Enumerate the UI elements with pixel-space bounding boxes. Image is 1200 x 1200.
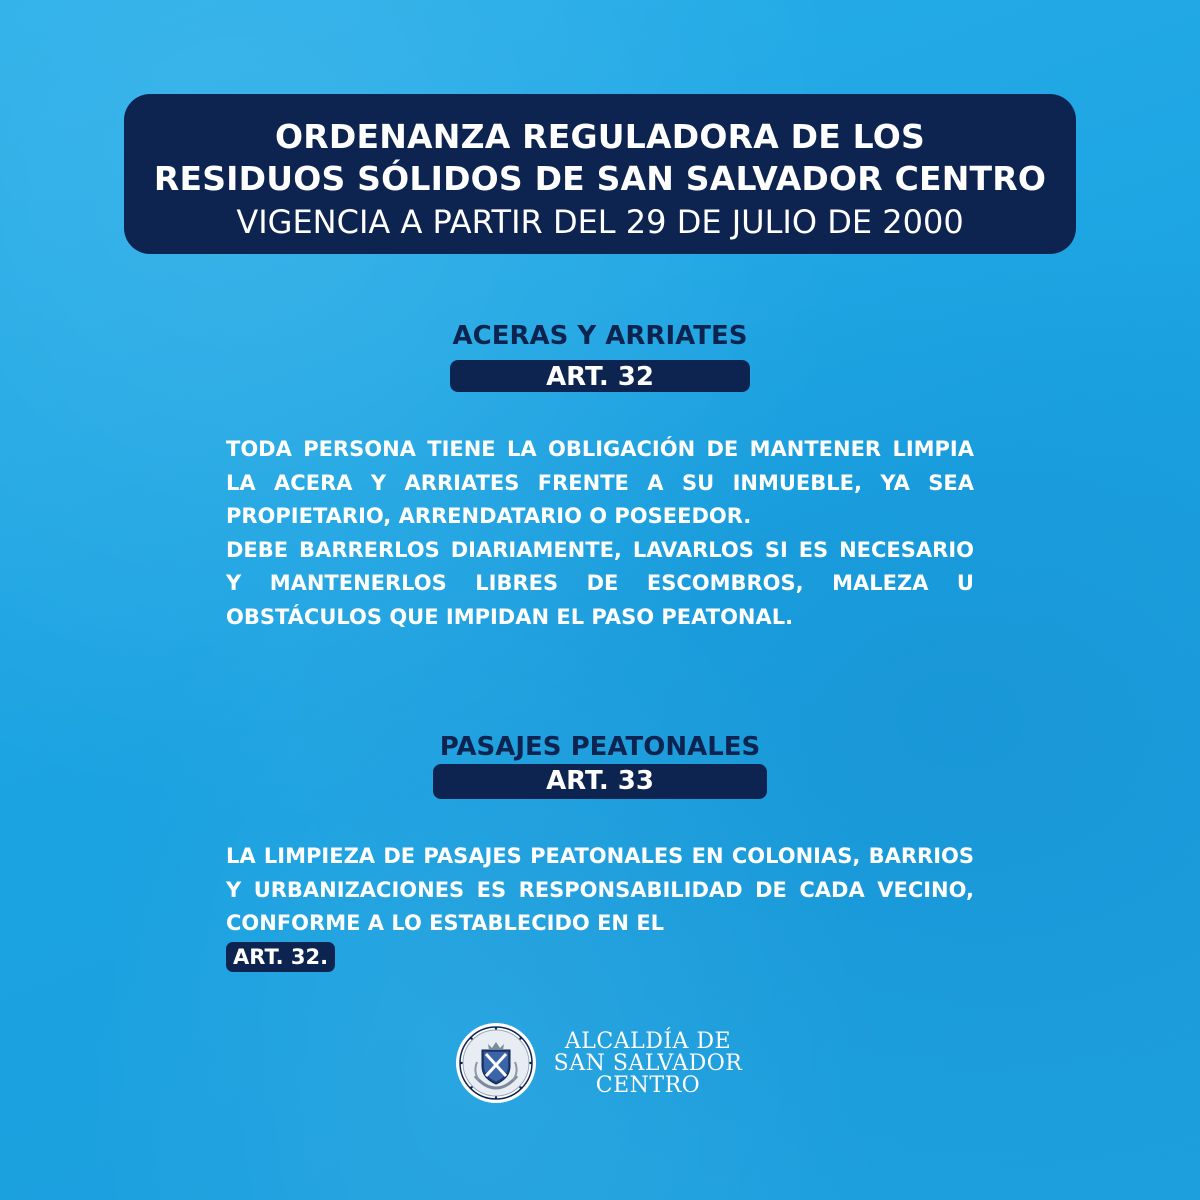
article-badge-32: ART. 32 <box>450 360 750 392</box>
section1-paragraph-1: TODA PERSONA TIENE LA OBLIGACIÓN DE MANTENER LIMPIA LA ACERA Y ARRIATES FRENTE A SU INMUEBLE, YA SEA PROPIETARIO, ARRENDATARIO O POSEEDOR. <box>226 437 974 528</box>
subtitle: VIGENCIA A PARTIR DEL 29 DE JULIO DE 2000 <box>236 203 964 241</box>
title-line-1: ORDENANZA REGULADORA DE LOS <box>275 117 925 156</box>
section-heading-pasajes: PASAJES PEATONALES <box>439 732 761 762</box>
section-heading-aceras: ACERAS Y ARRIATES <box>452 321 748 351</box>
institution-name-line-3: CENTRO <box>595 1073 701 1098</box>
municipal-seal-icon <box>455 1022 537 1104</box>
article-badge-33: ART. 33 <box>433 764 767 799</box>
institution-name <box>548 1031 748 1097</box>
title-line-2: RESIDUOS SÓLIDOS DE SAN SALVADOR CENTRO <box>153 159 1047 198</box>
section2-paragraph <box>226 840 974 974</box>
section2-body <box>226 840 974 974</box>
section2-paragraph-text: LA LIMPIEZA DE PASAJES PEATONALES EN COLONIAS, BARRIOS Y URBANIZACIONES ES RESPONSABILIDAD DE CADA VECINO, CONFORME A LO ESTABLECIDO EN EL <box>226 844 974 935</box>
institution-name-line-2: SAN SALVADOR <box>553 1051 743 1076</box>
section1-paragraph-2: DEBE BARRERLOS DIARIAMENTE, LAVARLOS SI ES NECESARIO Y MANTENERLOS LIBRES DE ESCOMBROS, MALEZA U OBSTÁCULOS QUE IMPIDAN EL PASO PEATONAL. <box>226 537 974 629</box>
section1-body <box>226 433 974 634</box>
header-banner <box>124 94 1076 254</box>
institution-name-line-1: ALCALDÍA DE <box>564 1029 732 1054</box>
article-reference-32: ART. 32. <box>226 942 335 972</box>
